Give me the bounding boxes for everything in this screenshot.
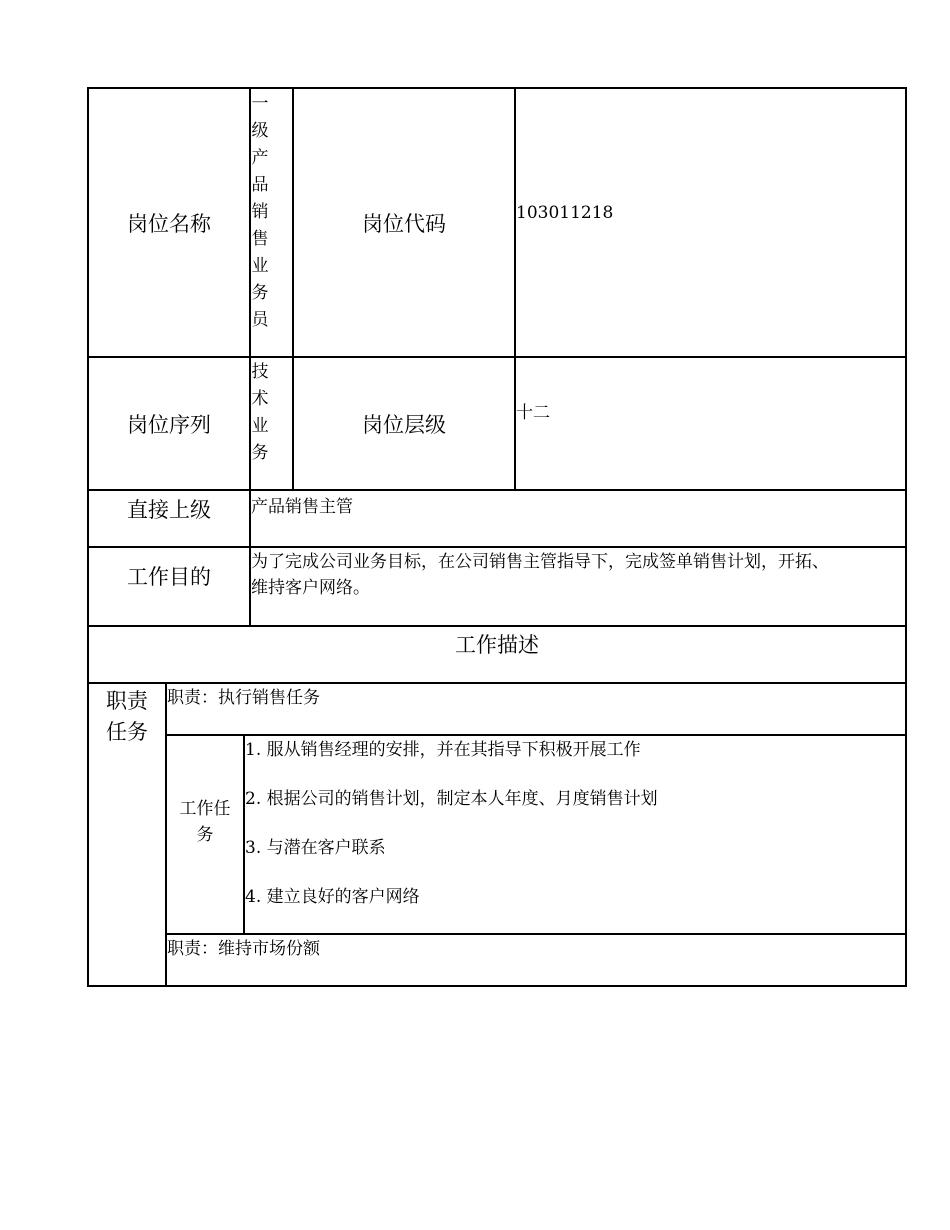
duty1-divider	[165, 734, 907, 736]
duty-1-title: 职责：执行销售任务	[167, 688, 320, 708]
value-position-sequence: 技 术 业 务	[251, 362, 269, 463]
duty-2-title: 职责：维持市场份额	[167, 939, 320, 959]
value-position-level: 十二	[516, 403, 550, 423]
task-item-1: 1. 服从销售经理的安排，并在其指导下积极开展工作	[245, 740, 641, 760]
label-position-code: 岗位代码	[362, 211, 446, 236]
label-direct-supervisor: 直接上级	[127, 498, 211, 522]
section-title-job-description: 工作描述	[455, 633, 539, 657]
col-divider-code	[514, 87, 516, 491]
table-border-bottom	[87, 985, 907, 987]
label-work-tasks: 工作任 务	[179, 799, 231, 845]
label-job-purpose: 工作目的	[127, 565, 211, 589]
label-duty-task: 职责 任务	[106, 689, 148, 744]
label-position-level: 岗位层级	[362, 412, 446, 437]
value-position-code: 103011218	[516, 203, 614, 223]
task-item-2: 2. 根据公司的销售计划，制定本人年度、月度销售计划	[245, 789, 658, 809]
label-position-sequence: 岗位序列	[127, 412, 211, 437]
table-border-right	[905, 87, 907, 987]
value-job-purpose-line2: 维持客户网络。	[251, 578, 370, 598]
duty2-divider	[165, 933, 907, 935]
value-direct-supervisor: 产品销售主管	[251, 497, 353, 517]
task-item-3: 3. 与潜在客户联系	[245, 838, 386, 858]
row-divider-5	[87, 682, 907, 684]
task-item-4: 4. 建立良好的客户网络	[245, 887, 420, 907]
value-position-name: 一 级 产 品 销 售 业 务 员	[251, 94, 269, 330]
value-job-purpose-line1: 为了完成公司业务目标，在公司销售主管指导下，完成签单销售计划，开拓、	[251, 552, 829, 572]
label-position-name: 岗位名称	[127, 211, 211, 236]
